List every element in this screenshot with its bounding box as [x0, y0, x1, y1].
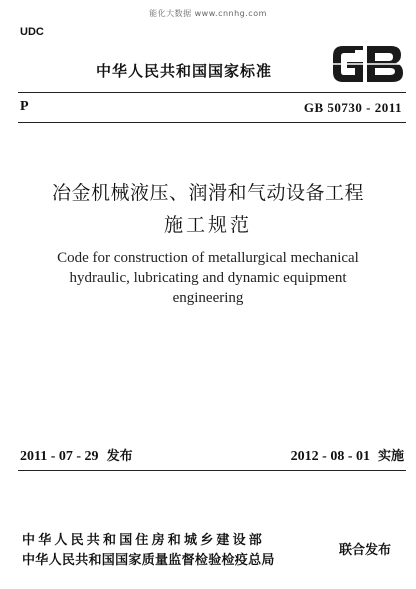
issue-date: 2011 - 07 - 29: [20, 449, 99, 464]
implement-date: 2012 - 08 - 01: [290, 449, 370, 464]
udc-label: UDC: [20, 26, 44, 38]
national-standard-label: 中华人民共和国国家标准: [96, 62, 273, 80]
joint-publish-label: 联合发布: [339, 543, 392, 558]
title-english-line-2: hydraulic, lubricating and dynamic equipment: [69, 270, 347, 286]
gb-logo-icon: [329, 40, 407, 88]
publisher-2: 中华人民共和国国家质量监督检验检疫总局: [22, 553, 275, 568]
standard-number: GB 50730 - 2011: [303, 100, 402, 115]
title-chinese-line-2: 施工规范: [163, 214, 252, 236]
footer-divider: [18, 470, 406, 471]
implement-label: 实施: [377, 449, 404, 464]
category-code: P: [20, 99, 29, 114]
watermark: 能化大数据 www.cnnhg.com: [149, 9, 267, 18]
publisher-1: 中华人民共和国住房和城乡建设部: [22, 533, 266, 548]
title-english-line-1: Code for construction of metallurgical mechanical: [57, 250, 359, 266]
issue-date-block: [20, 445, 133, 465]
header-divider-bottom: [18, 122, 406, 123]
header-divider: [18, 92, 406, 93]
issue-label: 发布: [106, 449, 133, 464]
title-chinese-line-1: 冶金机械液压、润滑和气动设备工程: [51, 182, 364, 204]
implement-date-block: [291, 445, 404, 465]
title-english-line-3: engineering: [172, 290, 244, 306]
